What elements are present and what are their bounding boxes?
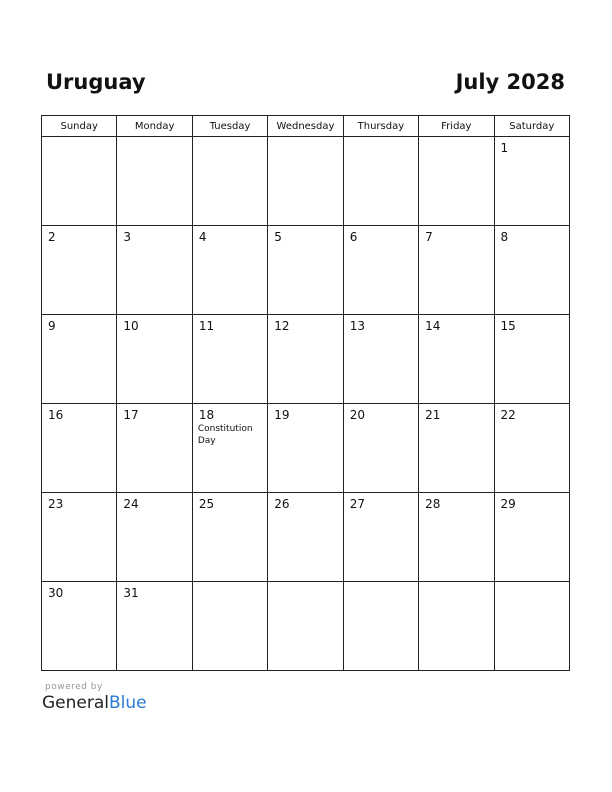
week-row <box>42 404 570 493</box>
day-number: 16 <box>48 408 64 422</box>
brand-general-text: General <box>42 693 109 713</box>
week-row <box>42 226 570 315</box>
day-number: 14 <box>425 319 441 333</box>
day-cell <box>343 226 418 315</box>
day-number <box>193 582 267 586</box>
day-number: 7 <box>425 230 433 244</box>
day-cell <box>117 137 192 226</box>
day-cell <box>192 226 267 315</box>
day-cell <box>192 582 267 671</box>
day-number <box>268 582 342 586</box>
day-number: 12 <box>274 319 290 333</box>
day-cell <box>268 404 343 493</box>
day-number <box>344 137 418 141</box>
weekday-header: Sunday <box>42 116 117 137</box>
day-number: 24 <box>123 497 139 511</box>
day-cell <box>494 226 569 315</box>
day-cell <box>268 493 343 582</box>
day-number <box>42 137 116 141</box>
day-cell <box>192 315 267 404</box>
day-cell <box>42 404 117 493</box>
day-number: 20 <box>349 408 365 422</box>
day-number <box>193 137 267 141</box>
holiday-label: Constitution Day <box>197 424 253 446</box>
day-cell <box>192 493 267 582</box>
day-cell <box>117 582 192 671</box>
day-cell <box>343 493 418 582</box>
day-cell <box>494 137 569 226</box>
country-title: Uruguay <box>46 70 146 94</box>
day-cell <box>117 226 192 315</box>
day-cell <box>494 404 569 493</box>
day-number: 13 <box>349 319 365 333</box>
day-number: 29 <box>500 497 516 511</box>
calendar-grid <box>41 115 570 671</box>
day-cell <box>494 493 569 582</box>
day-cell <box>42 582 117 671</box>
weekday-header: Thursday <box>343 116 418 137</box>
day-cell <box>117 493 192 582</box>
day-number: 6 <box>349 230 358 244</box>
day-cell <box>494 582 569 671</box>
day-cell <box>419 315 494 404</box>
day-cell <box>343 582 418 671</box>
weekday-header: Monday <box>117 116 192 137</box>
day-cell <box>419 493 494 582</box>
brand-blue-text: Blue <box>109 693 147 713</box>
day-number: 27 <box>349 497 365 511</box>
day-number: 11 <box>198 319 215 333</box>
day-cell <box>42 315 117 404</box>
day-cell <box>419 226 494 315</box>
day-cell <box>42 226 117 315</box>
day-number <box>268 137 342 141</box>
day-number: 28 <box>425 497 441 511</box>
day-number <box>495 582 569 586</box>
day-number: 19 <box>274 408 290 422</box>
week-row <box>42 493 570 582</box>
day-cell <box>419 404 494 493</box>
day-number: 10 <box>123 319 139 333</box>
weekday-header: Wednesday <box>268 116 343 137</box>
day-cell <box>192 404 267 493</box>
day-number: 21 <box>425 408 441 422</box>
day-number: 22 <box>500 408 516 422</box>
day-number: 17 <box>123 408 139 422</box>
day-cell <box>343 404 418 493</box>
day-cell <box>268 582 343 671</box>
weekday-header: Tuesday <box>192 116 267 137</box>
day-number: 25 <box>198 497 215 511</box>
day-number: 15 <box>500 319 516 333</box>
day-cell <box>494 315 569 404</box>
weekday-header: Saturday <box>494 116 569 137</box>
day-number <box>344 582 418 586</box>
day-number <box>419 582 493 586</box>
week-row <box>42 315 570 404</box>
day-number: 18 <box>198 408 215 422</box>
day-cell <box>268 137 343 226</box>
generalblue-logo[interactable] <box>42 693 147 713</box>
day-cell <box>419 137 494 226</box>
day-cell <box>419 582 494 671</box>
day-number: 1 <box>500 141 509 155</box>
week-row <box>42 137 570 226</box>
day-cell <box>192 137 267 226</box>
day-cell <box>343 315 418 404</box>
day-cell <box>117 315 192 404</box>
day-cell <box>42 137 117 226</box>
day-number: 4 <box>198 230 207 244</box>
day-number <box>117 137 191 141</box>
day-number: 26 <box>274 497 290 511</box>
day-number <box>419 137 493 141</box>
day-number: 23 <box>48 497 64 511</box>
month-title: July 2028 <box>455 70 565 94</box>
powered-by-label: powered by <box>45 682 103 692</box>
day-number: 8 <box>500 230 509 244</box>
day-cell <box>343 137 418 226</box>
day-number: 31 <box>123 586 139 600</box>
day-number: 3 <box>123 230 132 244</box>
day-number: 2 <box>48 230 56 244</box>
weekday-header: Friday <box>419 116 494 137</box>
day-cell <box>42 493 117 582</box>
day-number: 9 <box>48 319 56 333</box>
weekday-header-row <box>42 116 570 137</box>
day-cell <box>268 315 343 404</box>
day-number: 30 <box>48 586 64 600</box>
day-cell <box>117 404 192 493</box>
week-row <box>42 582 570 671</box>
day-cell <box>268 226 343 315</box>
day-number: 5 <box>274 230 282 244</box>
